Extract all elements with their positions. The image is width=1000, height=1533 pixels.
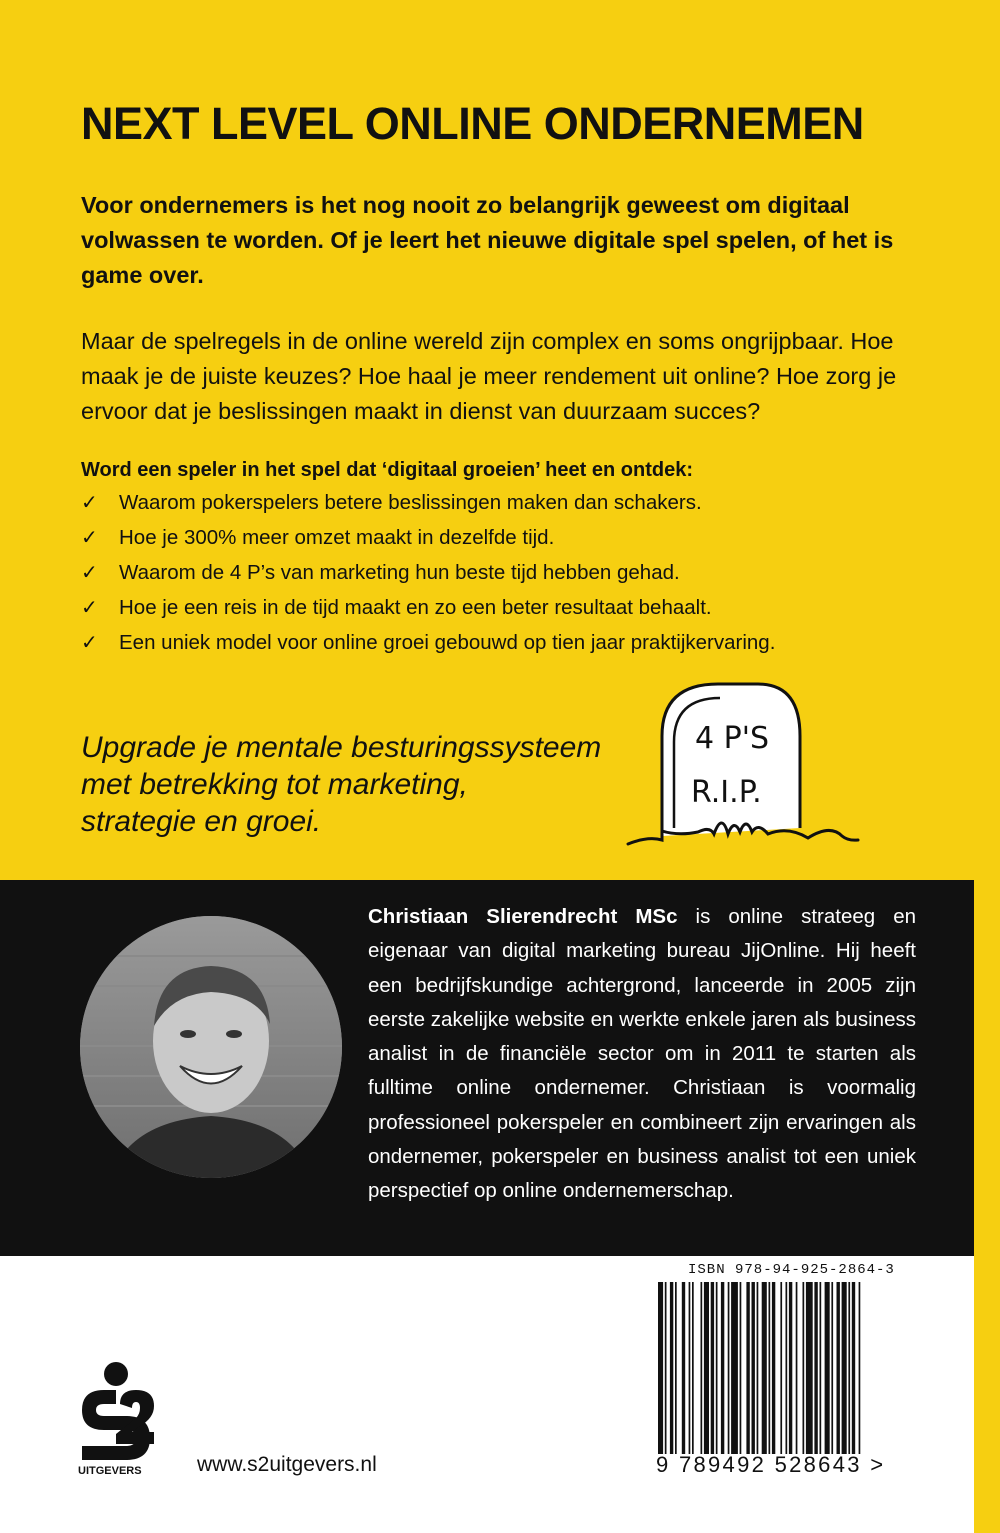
author-photo xyxy=(80,916,342,1178)
barcode-bar xyxy=(670,1282,673,1454)
barcode-bar xyxy=(682,1282,685,1454)
barcode-bar xyxy=(806,1282,813,1454)
barcode-bar xyxy=(716,1282,718,1454)
tombstone-illustration xyxy=(618,676,878,866)
checklist-intro: Word een speler in het spel dat ‘digitaal groeien’ heet en ontdek: xyxy=(81,459,693,481)
barcode-bar xyxy=(842,1282,847,1454)
barcode-bar xyxy=(658,1282,663,1454)
checklist-item-text: Waarom pokerspelers betere beslissingen maken dan schakers. xyxy=(119,491,702,514)
barcode-bar xyxy=(772,1282,775,1454)
barcode-bar xyxy=(796,1282,798,1454)
checklist-item-text: Een uniek model voor online groei gebouwd op tien jaar praktijkervaring. xyxy=(119,631,776,654)
barcode-graphic xyxy=(656,1282,906,1462)
barcode-bar xyxy=(675,1282,677,1454)
barcode-bar xyxy=(814,1282,817,1454)
author-bio xyxy=(368,900,916,1209)
check-icon: ✓ xyxy=(81,597,98,619)
ean-digits: 9 789492 528643 > xyxy=(656,1452,886,1477)
barcode-bar xyxy=(711,1282,714,1454)
barcode-bar xyxy=(689,1282,691,1454)
check-icon: ✓ xyxy=(81,492,98,514)
checklist-item xyxy=(81,595,775,630)
tombstone-text-1: 4 P'S xyxy=(695,721,770,756)
body-paragraph: Maar de spelregels in de online wereld zijn complex en soms ongrijpbaar. Hoe maak je de juiste keuzes? Hoe haal je meer rendement uit online? Hoe zorg je ervoor dat je beslissingen maakt in dienst van duurzaam succes? xyxy=(81,328,897,424)
barcode-bar xyxy=(769,1282,771,1454)
tombstone-text-2: R.I.P. xyxy=(691,775,762,810)
barcode-bar xyxy=(731,1282,738,1454)
barcode-bar xyxy=(852,1282,855,1454)
barcode-bar xyxy=(692,1282,694,1454)
checklist-item xyxy=(81,525,775,560)
barcode-bar xyxy=(665,1282,667,1454)
publisher-logo-text: UITGEVERS xyxy=(78,1465,142,1477)
barcode-bar xyxy=(789,1282,792,1454)
barcode-bar xyxy=(721,1282,724,1454)
checklist-item-text: Hoe je 300% meer omzet maakt in dezelfde tijd. xyxy=(119,526,555,549)
barcode-bar xyxy=(831,1282,833,1454)
tagline-line-2: met betrekking tot marketing, xyxy=(81,768,468,801)
barcode-bar xyxy=(780,1282,782,1454)
barcode-bar xyxy=(825,1282,830,1454)
check-icon: ✓ xyxy=(81,632,98,654)
barcode-bar xyxy=(704,1282,709,1454)
lead-paragraph: Voor ondernemers is het nog nooit zo belangrijk geweest om digitaal volwassen te worden. Of je leert het nieuwe digitale spel spelen, of het is game over. xyxy=(81,192,894,288)
checklist xyxy=(81,490,775,665)
book-title: NEXT LEVEL ONLINE ONDERNEMEN xyxy=(81,98,864,149)
tagline-line-1: Upgrade je mentale besturingssysteem xyxy=(81,731,602,764)
checklist-item xyxy=(81,630,775,665)
barcode-bar xyxy=(728,1282,730,1454)
checklist-item xyxy=(81,490,775,525)
barcode-bar xyxy=(752,1282,755,1454)
check-icon: ✓ xyxy=(81,527,98,549)
author-bio-text: is online strateeg en eigenaar van digital marketing bureau JijOnline. Hij heeft een bedrijfskundige achtergrond, lanceerde in 2005 zijn eerste zakelijke website en werkte enkele jaren als business analist in de financiële sector om in 2011 te starten als fulltime online ondernemer. Christiaan is voormalig professioneel pokerspeler en combineert zijn ervaringen als ondernemer, pokerspeler en business analist tot een uniek perspectief op online ondernemerschap. xyxy=(368,905,916,1203)
author-name: Christiaan Slierendrecht MSc xyxy=(368,905,678,928)
barcode-bar xyxy=(803,1282,805,1454)
barcode-bar xyxy=(786,1282,788,1454)
publisher-url[interactable]: www.s2uitgevers.nl xyxy=(197,1453,377,1476)
s2-logo-icon xyxy=(74,1360,158,1480)
checklist-item-text: Waarom de 4 P’s van marketing hun beste tijd hebben gehad. xyxy=(119,561,680,584)
barcode-bar xyxy=(701,1282,703,1454)
barcode-bar xyxy=(757,1282,759,1454)
author-section xyxy=(0,880,974,1256)
barcode-bar xyxy=(746,1282,749,1454)
checklist-item xyxy=(81,560,775,595)
barcode-bar xyxy=(848,1282,850,1454)
isbn-label: ISBN 978-94-925-2864-3 xyxy=(688,1262,895,1278)
barcode-bar xyxy=(740,1282,742,1454)
check-icon: ✓ xyxy=(81,562,98,584)
tagline-line-3: strategie en groei. xyxy=(81,805,322,838)
barcode-bar xyxy=(837,1282,840,1454)
barcode-bar xyxy=(859,1282,861,1454)
barcode-bar xyxy=(820,1282,822,1454)
barcode-bar xyxy=(762,1282,767,1454)
checklist-item-text: Hoe je een reis in de tijd maakt en zo een beter resultaat behaalt. xyxy=(119,596,712,619)
tagline xyxy=(81,729,641,840)
